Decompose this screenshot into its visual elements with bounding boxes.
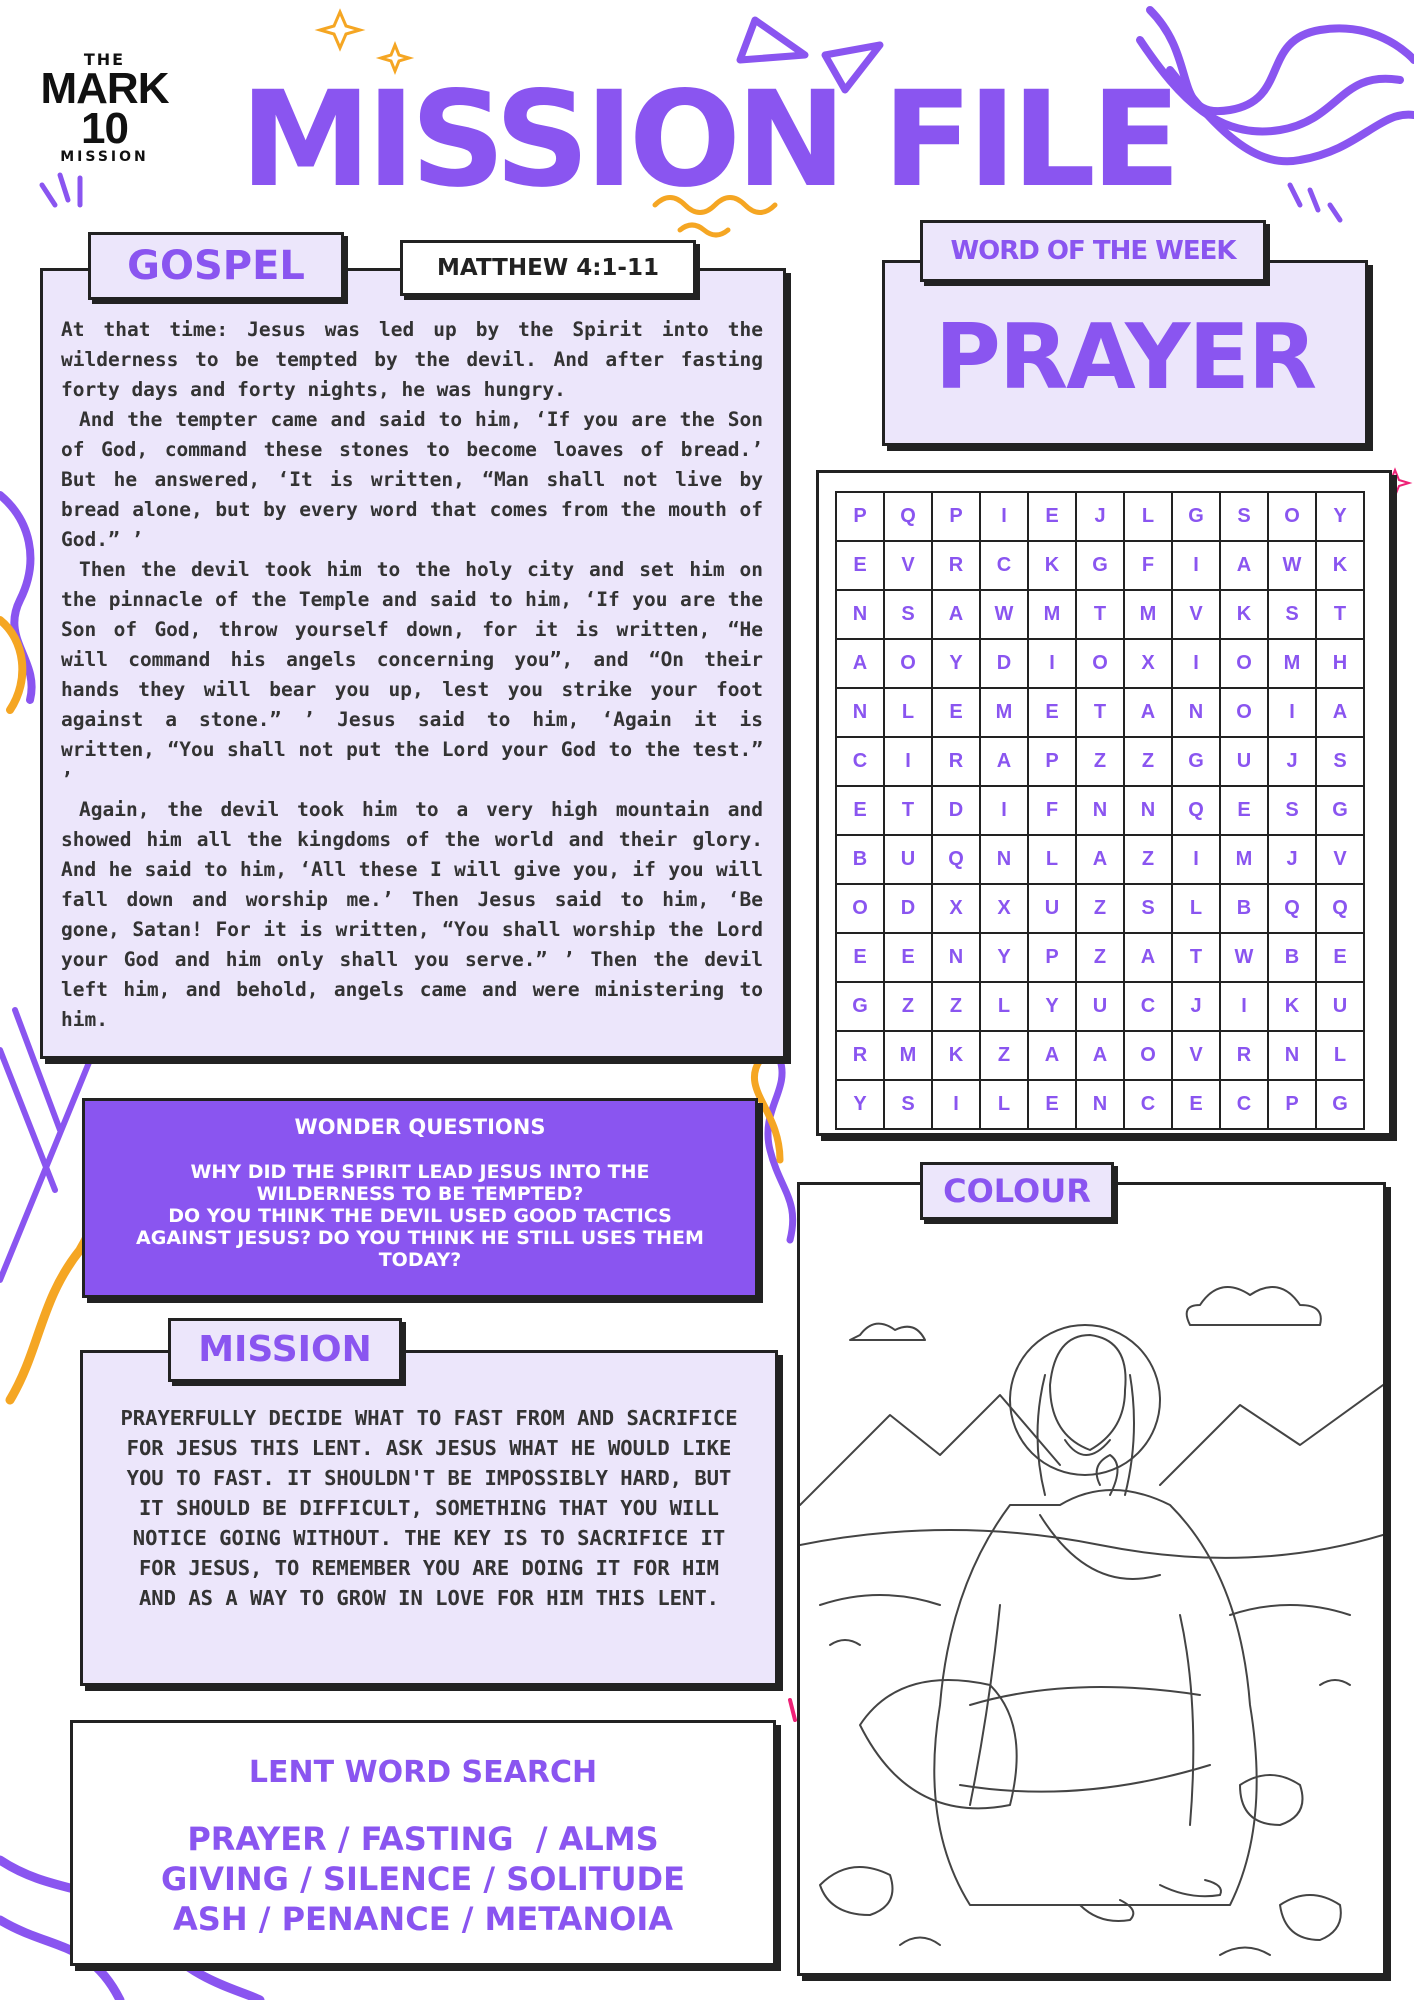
word-search-cell[interactable]: L [1316,1031,1364,1080]
word-search-cell[interactable]: A [980,737,1028,786]
word-search-cell[interactable]: N [1268,1031,1316,1080]
word-search-cell[interactable]: P [1268,1080,1316,1129]
word-search-cell[interactable]: U [1220,737,1268,786]
mark10-logo [22,50,187,165]
word-search-cell[interactable]: E [884,933,932,982]
word-search-cell[interactable]: A [1076,835,1124,884]
word-search-cell[interactable]: X [980,884,1028,933]
word-search-cell[interactable]: I [1172,835,1220,884]
word-search-cell[interactable]: E [836,541,884,590]
word-search-cell[interactable]: X [932,884,980,933]
word-search-cell[interactable]: Y [1316,492,1364,541]
word-search-cell[interactable]: O [1124,1031,1172,1080]
word-search-cell[interactable]: E [836,933,884,982]
word-search-row [836,541,1364,590]
word-search-cell[interactable]: V [1316,835,1364,884]
word-search-cell[interactable]: E [1028,688,1076,737]
word-search-cell[interactable]: O [1220,639,1268,688]
word-search-cell[interactable]: G [1172,492,1220,541]
word-search-row [836,688,1364,737]
word-search-cell[interactable]: H [1316,639,1364,688]
word-search-row [836,737,1364,786]
word-search-cell[interactable]: M [1268,639,1316,688]
word-search-cell[interactable]: O [1076,639,1124,688]
word-search-cell[interactable]: N [836,590,884,639]
colour-tab [920,1162,1114,1220]
word-search-cell[interactable]: I [1028,639,1076,688]
word-search-cell[interactable]: I [980,786,1028,835]
word-search-cell[interactable]: A [836,639,884,688]
word-search-cell[interactable]: E [1028,1080,1076,1129]
word-search-cell[interactable]: P [1028,737,1076,786]
word-search-cell[interactable]: J [1268,737,1316,786]
word-search-cell[interactable]: F [1028,786,1076,835]
colour-panel [797,1182,1386,1976]
word-search-row [836,1031,1364,1080]
word-search-cell[interactable]: U [884,835,932,884]
word-search-cell[interactable]: P [836,492,884,541]
gospel-text [61,315,763,1035]
gospel-paragraph: Again, the devil took him to a very high mountain and showed him all the kingdoms of the world and their glory. And he said to him, ‘All these I will give you, if you will fall down and worship me.’ Then Jesus said to him, ‘Be gone, Satan! For it is written, “You shall worship the Lord your God and him only shall you serve.” ’ Then the devil left him, and behold, angels came and were ministering to him. [61,798,763,1031]
word-search-cell[interactable]: G [836,982,884,1031]
word-search-row [836,492,1364,541]
word-search-cell[interactable]: T [1076,688,1124,737]
word-search-cell[interactable]: Y [980,933,1028,982]
word-search-cell[interactable]: S [1124,884,1172,933]
word-search-cell[interactable]: A [1124,688,1172,737]
word-search-cell[interactable]: A [1220,541,1268,590]
word-search-cell[interactable]: C [1124,982,1172,1031]
word-search-cell[interactable]: B [836,835,884,884]
word-search-cell[interactable]: Q [1268,884,1316,933]
word-search-cell[interactable]: E [932,688,980,737]
word-search-cell[interactable]: G [1076,541,1124,590]
word-search-cell[interactable]: V [884,541,932,590]
word-search-cell[interactable]: S [1268,786,1316,835]
word-search-cell[interactable]: K [1220,590,1268,639]
word-search-cell[interactable]: Y [932,639,980,688]
logo-main: MARK 10 [40,64,169,153]
gospel-panel [40,268,786,1059]
word-search-row [836,933,1364,982]
word-search-cell[interactable]: M [980,688,1028,737]
gospel-tab-label: GOSPEL [127,243,305,289]
word-search-cell[interactable]: A [1028,1031,1076,1080]
word-search-cell[interactable]: J [1172,982,1220,1031]
lent-line-3: ASH / PENANCE / METANOIA [173,1900,673,1938]
word-search-cell[interactable]: E [1028,492,1076,541]
word-search-cell[interactable]: N [1076,1080,1124,1129]
word-search-cell[interactable]: Z [1124,835,1172,884]
logo-the: THE [83,50,126,69]
word-search-cell[interactable]: U [1076,982,1124,1031]
word-of-week-panel [882,260,1368,446]
word-search-cell[interactable]: U [1028,884,1076,933]
word-search-row [836,835,1364,884]
word-search-cell[interactable]: K [1268,982,1316,1031]
word-search-row [836,786,1364,835]
word-search-cell[interactable]: P [1028,933,1076,982]
word-of-week-label: WORD OF THE WEEK [950,236,1236,266]
lent-title: LENT WORD SEARCH [248,1755,598,1790]
word-search-row [836,884,1364,933]
word-search-row [836,639,1364,688]
word-search-cell[interactable]: B [1268,933,1316,982]
word-search-cell[interactable]: I [932,1080,980,1129]
word-search-cell[interactable]: C [980,541,1028,590]
word-search-grid [835,491,1365,1130]
word-of-week: PRAYER [934,305,1316,410]
gospel-reference-tab [400,240,696,296]
jesus-praying-illustration [800,1185,1383,1973]
word-search-cell[interactable]: Z [1076,933,1124,982]
logo-sub: MISSION [60,149,149,165]
word-search-cell[interactable]: S [1268,590,1316,639]
word-search-cell[interactable]: S [1220,492,1268,541]
gospel-tab [88,232,344,300]
wonder-questions-panel [82,1098,758,1298]
word-search-cell[interactable]: E [1316,933,1364,982]
word-search-cell[interactable]: P [932,492,980,541]
word-search-cell[interactable]: D [932,786,980,835]
gospel-paragraph: Then the devil took him to the holy city and set him on the pinnacle of the Temple and said to him, ‘If you are the Son of God, throw yourself down, for it is written, “He will command his angels concerning you”, and “On their hands they will bear you up, lest you strike your foot against a stone.” ’ Jesus said to him, ‘Again it is written, “You shall not put the Lord your God to the test.” ’ [61,558,763,791]
word-search-cell[interactable]: X [1124,639,1172,688]
word-search-cell[interactable]: Y [836,1080,884,1129]
word-search-cell[interactable]: A [1124,933,1172,982]
word-search-cell[interactable]: L [1124,492,1172,541]
page-title: MISSION FILE [240,63,1176,217]
word-search-cell[interactable]: W [980,590,1028,639]
mission-text: PRAYERFULLY DECIDE WHAT TO FAST FROM AND SACRIFICE FOR JESUS THIS LENT. ASK JESUS WHAT HE WOULD LIKE YOU TO FAST. IT SHOULDN'T BE IMPOSSIBLY HARD, BUT IT SHOULD BE DIFFICULT, SOMETHING THAT YOU WILL NOTICE GOING WITHOUT. THE KEY IS TO SACRIFICE IT FOR JESUS, TO REMEMBER YOU ARE DOING IT FOR HIM AND AS A WAY TO GROW IN LOVE FOR HIM THIS LENT. [120,1406,738,1610]
word-of-week-tab [920,220,1266,282]
word-search-cell[interactable]: L [980,1080,1028,1129]
word-search-row [836,1080,1364,1129]
word-search-cell[interactable]: Z [980,1031,1028,1080]
word-search-cell[interactable]: Z [1124,737,1172,786]
word-search-cell[interactable]: I [980,492,1028,541]
word-search-grid-frame [816,470,1392,1136]
word-search-cell[interactable]: I [1268,688,1316,737]
gospel-reference: MATTHEW 4:1-11 [437,255,659,281]
word-search-cell[interactable]: Q [1316,884,1364,933]
word-search-cell[interactable]: B [1220,884,1268,933]
word-search-cell[interactable]: A [1316,688,1364,737]
word-search-cell[interactable]: O [884,639,932,688]
word-search-cell[interactable]: S [884,590,932,639]
word-search-cell[interactable]: N [836,688,884,737]
word-search-cell[interactable]: L [1028,835,1076,884]
word-search-cell[interactable]: O [1220,688,1268,737]
word-search-cell[interactable]: K [1028,541,1076,590]
word-search-cell[interactable]: S [884,1080,932,1129]
wonder-title: WONDER QUESTIONS [294,1115,546,1139]
word-search-cell[interactable]: I [1172,541,1220,590]
word-search-cell[interactable]: O [1268,492,1316,541]
word-search-cell[interactable]: V [1172,1031,1220,1080]
word-search-cell[interactable]: Z [1076,884,1124,933]
colour-tab-label: COLOUR [943,1172,1091,1210]
lent-line-2: GIVING / SILENCE / SOLITUDE [161,1860,685,1898]
word-search-cell[interactable]: Z [1076,737,1124,786]
word-search-cell[interactable]: W [1220,933,1268,982]
word-search-cell[interactable]: Z [884,982,932,1031]
word-search-cell[interactable]: E [1172,1080,1220,1129]
lent-line-1: PRAYER / FASTING / ALMS [187,1820,659,1858]
mission-tab [168,1318,402,1382]
word-search-cell[interactable]: N [1076,786,1124,835]
word-search-cell[interactable]: F [1124,541,1172,590]
word-search-cell[interactable]: R [836,1031,884,1080]
word-search-cell[interactable]: R [932,737,980,786]
word-search-cell[interactable]: Q [1172,786,1220,835]
word-search-cell[interactable]: C [1220,1080,1268,1129]
word-search-cell[interactable]: A [1076,1031,1124,1080]
word-search-cell[interactable]: N [1124,786,1172,835]
word-search-cell[interactable]: I [884,737,932,786]
word-search-cell[interactable]: L [980,982,1028,1031]
word-search-row [836,982,1364,1031]
word-search-cell[interactable]: Z [932,982,980,1031]
word-search-cell[interactable]: A [932,590,980,639]
word-search-cell[interactable]: E [836,786,884,835]
word-search-cell[interactable]: Y [1028,982,1076,1031]
gospel-paragraph: At that time: Jesus was led up by the Spirit into the wilderness to be tempted by the devil. And after fasting forty days and forty nights, he was hungry. [61,318,763,401]
mission-tab-label: MISSION [198,1329,372,1370]
word-search-cell[interactable]: K [1316,541,1364,590]
word-search-cell[interactable]: S [1316,737,1364,786]
word-search-cell[interactable]: M [1124,590,1172,639]
word-search-cell[interactable]: Q [932,835,980,884]
lent-word-search-panel [70,1720,776,1966]
word-search-cell[interactable]: C [836,737,884,786]
word-search-cell[interactable]: M [1028,590,1076,639]
word-search-cell[interactable]: T [1076,590,1124,639]
word-search-cell[interactable]: V [1172,590,1220,639]
word-search-cell[interactable]: G [1172,737,1220,786]
wonder-question-1: WHY DID THE SPIRIT LEAD JESUS INTO THE WILDERNESS TO BE TEMPTED? [190,1161,650,1205]
word-search-cell[interactable]: T [1172,933,1220,982]
word-search-cell[interactable]: I [1172,639,1220,688]
word-search-cell[interactable]: O [836,884,884,933]
word-search-cell[interactable]: R [1220,1031,1268,1080]
word-search-cell[interactable]: L [884,688,932,737]
mission-panel [80,1350,778,1686]
word-search-cell[interactable]: M [1220,835,1268,884]
wonder-question-2: DO YOU THINK THE DEVIL USED GOOD TACTICS AGAINST JESUS? DO YOU THINK HE STILL USES THEM TODAY? [136,1205,704,1271]
word-search-cell[interactable]: G [1316,1080,1364,1129]
word-search-cell[interactable]: D [884,884,932,933]
gospel-paragraph: And the tempter came and said to him, ‘If you are the Son of God, command these stones to become loaves of bread.’ But he answered, ‘It is written, “Man shall not live by bread alone, but by every word that comes from the mouth of God.” ’ [61,408,763,551]
word-search-cell[interactable]: N [932,933,980,982]
word-search-cell[interactable]: D [980,639,1028,688]
word-search-cell[interactable]: J [1076,492,1124,541]
word-search-cell[interactable]: W [1268,541,1316,590]
word-search-cell[interactable]: I [1220,982,1268,1031]
word-search-cell[interactable]: N [980,835,1028,884]
word-search-cell[interactable]: T [1316,590,1364,639]
word-search-cell[interactable]: M [884,1031,932,1080]
word-search-cell[interactable]: N [1172,688,1220,737]
word-search-cell[interactable]: Q [884,492,932,541]
word-search-cell[interactable]: L [1172,884,1220,933]
word-search-cell[interactable]: G [1316,786,1364,835]
word-search-cell[interactable]: J [1268,835,1316,884]
word-search-cell[interactable]: K [932,1031,980,1080]
word-search-cell[interactable]: C [1124,1080,1172,1129]
word-search-cell[interactable]: U [1316,982,1364,1031]
word-search-cell[interactable]: E [1220,786,1268,835]
word-search-row [836,590,1364,639]
word-search-cell[interactable]: T [884,786,932,835]
word-search-cell[interactable]: R [932,541,980,590]
